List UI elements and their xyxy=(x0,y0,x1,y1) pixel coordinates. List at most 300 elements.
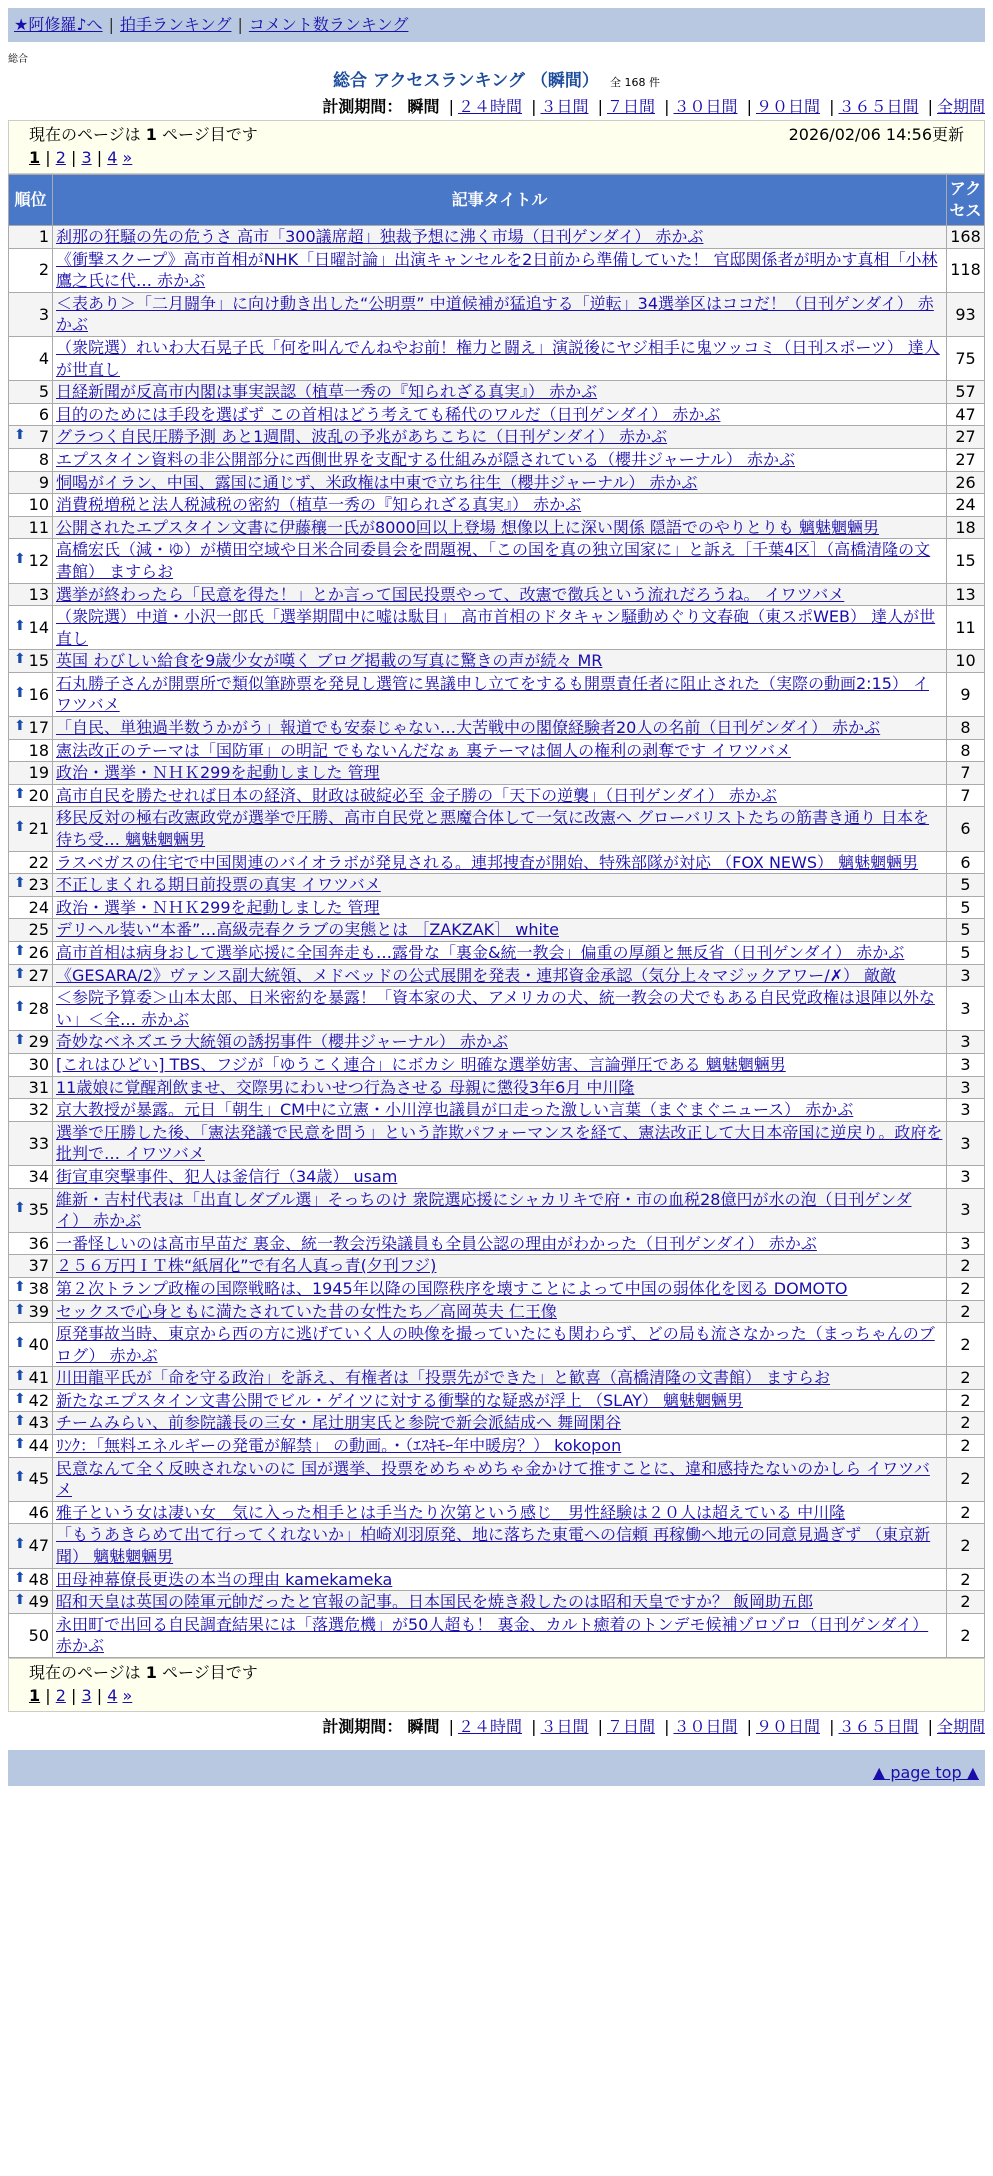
table-row xyxy=(9,516,985,539)
title-cell xyxy=(53,1367,947,1390)
rank-number: 15 xyxy=(28,651,49,671)
article-link[interactable]: 高市首相は病身おして選挙応援に全国奔走も…露骨な「裏金&統一教会」偏重の厚顔と無反省（日刊ゲンダイ） 赤かぶ xyxy=(56,943,905,962)
access-count: 2 xyxy=(947,1300,985,1323)
rank-cell xyxy=(9,1613,53,1657)
access-count: 2 xyxy=(947,1435,985,1458)
page-next-link[interactable]: » xyxy=(122,1686,133,1705)
article-link[interactable]: 憲法改正のテーマは「国防軍」の明記 でもないんだなぁ 裏テーマは個人の権利の剥奪です イワツバメ xyxy=(56,740,791,760)
title-cell xyxy=(53,919,947,942)
rank-number: 20 xyxy=(28,785,49,805)
article-link[interactable]: 選挙で圧勝した後、「憲法発議で民意を問う」という詐欺パフォーマンスを経て、憲法改正して大日本帝国に逆戻り。政府を批判で… イワツバメ xyxy=(56,1122,943,1164)
article-link[interactable]: 刹那の狂騒の先の危うさ 高市「300議席超」独裁予想に沸く市場（日刊ゲンダイ） 赤かぶ xyxy=(56,227,704,246)
title-cell xyxy=(53,426,947,449)
access-count: 168 xyxy=(947,226,985,249)
rank-cell xyxy=(9,1412,53,1435)
title-cell xyxy=(53,403,947,426)
period-link-3d[interactable]: ３日間 xyxy=(540,1717,589,1736)
article-link[interactable]: ２５６万円ＩＴ株“紙屑化”で有名人真っ青(夕刊フジ) xyxy=(56,1256,437,1276)
access-count: 3 xyxy=(947,1121,985,1165)
table-row xyxy=(9,606,985,650)
table-row xyxy=(9,1255,985,1278)
title-cell xyxy=(53,1300,947,1323)
period-selector-top: 計測期間： 瞬間 | ２４時間 | ３日間 | ７日間 | ３０日間 | ９０日間 | ３６５日間 | 全期間 xyxy=(322,97,985,116)
access-count: 2 xyxy=(947,1613,985,1657)
access-count: 2 xyxy=(947,1501,985,1524)
rank-number: 44 xyxy=(28,1436,49,1456)
rank-number: 27 xyxy=(28,965,49,985)
rank-number: 31 xyxy=(28,1077,49,1097)
up-arrow-icon: ⬆ xyxy=(14,1301,26,1318)
page-title: 総合 アクセスランキング （瞬間） xyxy=(333,71,599,91)
rank-number: 6 xyxy=(38,404,49,424)
page-link-3[interactable]: 3 xyxy=(81,148,92,167)
access-count: 118 xyxy=(947,248,985,292)
access-count: 2 xyxy=(947,1367,985,1390)
article-link[interactable]: ラスベガスの住宅で中国関連のバイオラボが発見される。連邦捜査が開始、特殊部隊が対応 （FOX NEWS） 魑魅魍魎男 xyxy=(56,852,919,872)
article-link[interactable]: 奇妙なベネズエラ大統領の誘拐事件（櫻井ジャーナル） 赤かぶ xyxy=(56,1032,508,1052)
article-link[interactable]: 高市自民を勝たせれば日本の経済、財政は破綻必至 金子勝の「天下の逆襲」（日刊ゲンダイ） 赤かぶ xyxy=(56,785,777,805)
rank-number: 2 xyxy=(38,260,49,280)
table-row xyxy=(9,739,985,762)
up-arrow-icon: ⬆ xyxy=(14,684,26,701)
rank-number: 42 xyxy=(28,1390,49,1410)
table-row xyxy=(9,1300,985,1323)
period-link-90d[interactable]: ９０日間 xyxy=(755,97,820,116)
nav-separator: | xyxy=(237,15,243,35)
table-row xyxy=(9,762,985,785)
table-row xyxy=(9,874,985,897)
title-cell xyxy=(53,1568,947,1591)
article-link[interactable]: グラつく自民圧勝予測 あと1週間、波乱の予兆があちこちに（日刊ゲンダイ） 赤かぶ xyxy=(56,427,668,447)
article-link[interactable]: 高橋宏氏（減・ゆ）が横田空域や日米合同委員会を問題視、「この国を真の独立国家に」と訴え［千葉4区］（高橋清隆の文書館） ますらお xyxy=(56,540,931,581)
top-navigation-bar xyxy=(8,8,985,42)
nav-separator: | xyxy=(108,15,114,35)
title-cell xyxy=(53,248,947,292)
table-row xyxy=(9,1277,985,1300)
period-link-all[interactable]: 全期間 xyxy=(936,97,985,116)
period-link-3d[interactable]: ３日間 xyxy=(540,97,589,116)
rank-cell xyxy=(9,1501,53,1524)
rank-cell xyxy=(9,403,53,426)
article-link[interactable]: 昭和天皇は英国の陸軍元帥だったと官報の記事。日本国民を焼き殺したのは昭和天皇ですか？ 飯岡助五郎 xyxy=(56,1592,814,1612)
article-link[interactable]: [これはひどい] TBS、フジが「ゆうこく連合」にボカシ 明確な選挙妨害、言論弾圧である 魑魅魍魎男 xyxy=(56,1054,786,1074)
article-link[interactable]: 選挙が終わったら「民意を得た！」とか言って国民投票やって、改憲で徴兵という流れだろうね。 イワツバメ xyxy=(56,584,845,604)
rank-cell xyxy=(9,1031,53,1054)
rank-number: 28 xyxy=(28,998,49,1018)
article-link[interactable]: ＜参院予算委＞山本太郎、日米密約を暴露！「資本家の犬、アメリカの犬、統一教会の犬でもある自民党政権は退陣以外ない」＜全… 赤かぶ xyxy=(56,988,935,1029)
table-row xyxy=(9,1232,985,1255)
article-link[interactable]: 京大教授が暴露。元日「朝生」CM中に立憲・小川淳也議員が口走った激しい言葉（まぐまぐニュース） 赤かぶ xyxy=(56,1100,854,1120)
rank-cell xyxy=(9,248,53,292)
rank-number: 35 xyxy=(28,1200,49,1220)
title-cell xyxy=(53,807,947,851)
table-row xyxy=(9,1457,985,1501)
access-count: 8 xyxy=(947,717,985,740)
access-count: 3 xyxy=(947,1099,985,1122)
article-link[interactable]: 政治・選挙・ＮＨＫ299を起動しました 管理 xyxy=(56,897,380,917)
title-cell xyxy=(53,1121,947,1165)
title-cell xyxy=(53,1323,947,1367)
up-arrow-icon: ⬆ xyxy=(14,1592,26,1609)
rank-cell xyxy=(9,1435,53,1458)
rank-number: 48 xyxy=(28,1569,49,1589)
page-link-2[interactable]: 2 xyxy=(55,1686,66,1705)
access-count: 8 xyxy=(947,739,985,762)
rank-number: 47 xyxy=(28,1536,49,1556)
title-cell xyxy=(53,1435,947,1458)
access-count: 93 xyxy=(947,292,985,336)
table-row xyxy=(9,987,985,1031)
article-link[interactable]: 11歳娘に覚醒剤飲ませ、交際男にわいせつ行為させる 母親に懲役3年6月 中川隆 xyxy=(56,1077,635,1097)
rank-cell xyxy=(9,672,53,716)
article-link[interactable]: 第２次トランプ政権の国際戦略は、1945年以降の国際秩序を壊すことによって中国の弱体化を図る DOMOTO xyxy=(56,1278,848,1298)
up-arrow-icon: ⬆ xyxy=(14,875,26,892)
title-cell xyxy=(53,1277,947,1300)
rank-number: 21 xyxy=(28,819,49,839)
title-cell xyxy=(53,1165,947,1188)
page-top-link[interactable]: ▲ page top ▲ xyxy=(872,1763,979,1783)
period-link-90d[interactable]: ９０日間 xyxy=(755,1717,820,1736)
rank-cell xyxy=(9,1568,53,1591)
up-arrow-icon: ⬆ xyxy=(14,1436,26,1453)
rank-number: 8 xyxy=(38,449,49,469)
rank-cell xyxy=(9,1255,53,1278)
title-cell xyxy=(53,987,947,1031)
table-row xyxy=(9,1053,985,1076)
access-count: 5 xyxy=(947,942,985,965)
rank-cell xyxy=(9,762,53,785)
rank-number: 36 xyxy=(28,1233,49,1253)
title-cell xyxy=(53,471,947,494)
rank-number: 9 xyxy=(38,472,49,492)
access-count: 18 xyxy=(947,516,985,539)
article-link[interactable]: 《GESARA/2》ヴァンス副大統領、メドベッドの公式展開を発表・連邦資金承認（気分上々マジックアワー/✗） 敵敵 xyxy=(56,965,897,985)
page-current: 1 xyxy=(29,148,41,167)
access-count: 5 xyxy=(947,874,985,897)
rank-cell xyxy=(9,516,53,539)
article-link[interactable]: エプスタイン資料の非公開部分に西側世界を支配する仕組みが隠されている（櫻井ジャーナル） 赤かぶ xyxy=(56,449,796,469)
article-link[interactable]: 街宣車突撃事件、犯人は釜信行（34歳） usam xyxy=(56,1166,398,1186)
rank-number: 13 xyxy=(28,584,49,604)
rank-cell xyxy=(9,583,53,606)
title-cell xyxy=(53,964,947,987)
article-link[interactable]: 英国 わびしい給食を9歳少女が嘆く ブログ掲載の写真に驚きの声が続々 MR xyxy=(56,651,603,671)
title-cell xyxy=(53,448,947,471)
article-link[interactable]: （衆院選）中道・小沢一郎氏「選挙期間中に嘘は駄目」 高市首相のドタキャン騒動めぐり文春砲（東スポWEB） 達人が世直し xyxy=(56,607,936,648)
article-link[interactable]: ﾘﾝｸ：「無料エネルギーの発電が解禁」 の動画。・（ｴｽｷﾓｰ年中暖房？） kokopon xyxy=(56,1436,622,1456)
article-link[interactable]: （衆院選）れいわ大石晃子氏「何を叫んでんねやお前！権力と闘え」演説後にヤジ相手に鬼ツッコミ（日刊スポーツ） 達人が世直し xyxy=(56,337,940,379)
period-link-all[interactable]: 全期間 xyxy=(936,1717,985,1736)
table-row xyxy=(9,336,985,380)
period-link-24h[interactable]: ２４時間 xyxy=(457,97,522,116)
access-count: 3 xyxy=(947,1076,985,1099)
article-link[interactable]: 雅子という女は凄い女＿気に入った相手とは手当たり次第という感じ＿男性経験は２０人は超えている 中川隆 xyxy=(56,1502,846,1522)
title-cell xyxy=(53,1232,947,1255)
rank-cell xyxy=(9,336,53,380)
rank-cell xyxy=(9,784,53,807)
article-link[interactable]: 目的のためには手段を選ばず この首相はどう考えても稀代のワルだ（日刊ゲンダイ） 赤かぶ xyxy=(56,404,721,424)
up-arrow-icon: ⬆ xyxy=(14,1536,26,1553)
rank-cell xyxy=(9,1277,53,1300)
article-link[interactable]: 新たなエプスタイン文書公開でビル・ゲイツに対する衝撃的な疑惑が浮上 （SLAY） 魑魅魍魎男 xyxy=(56,1390,744,1410)
rank-cell xyxy=(9,1300,53,1323)
rank-cell xyxy=(9,539,53,583)
rank-cell xyxy=(9,606,53,650)
rank-number: 3 xyxy=(38,304,49,324)
access-count: 27 xyxy=(947,448,985,471)
period-link-365d[interactable]: ３６５日間 xyxy=(838,1717,919,1736)
table-row xyxy=(9,1613,985,1657)
article-link[interactable]: セックスで心身ともに満たされていた昔の女性たち／高岡英夫 仁王像 xyxy=(56,1301,557,1321)
article-link[interactable]: デリヘル装い“本番”…高級売春クラブの実態とは ［ZAKZAK］ white xyxy=(56,920,560,940)
article-link[interactable]: 田母神幕僚長更迭の本当の理由 kamekameka xyxy=(56,1569,393,1589)
table-row xyxy=(9,1524,985,1568)
category-label: 総合 xyxy=(8,54,28,65)
rank-cell xyxy=(9,1524,53,1568)
rank-cell xyxy=(9,1053,53,1076)
pager-top xyxy=(8,120,985,174)
page-next-link[interactable]: » xyxy=(122,148,133,167)
period-link-24h[interactable]: ２４時間 xyxy=(457,1717,522,1736)
rank-number: 34 xyxy=(28,1166,49,1186)
page-current: 1 xyxy=(29,1686,41,1705)
up-arrow-icon: ⬆ xyxy=(14,998,26,1015)
rank-number: 45 xyxy=(28,1469,49,1489)
article-link[interactable]: チームみらい、前参院議長の三女・尾辻朋実氏と参院で新会派結成へ 舞岡閑谷 xyxy=(56,1413,622,1433)
title-cell xyxy=(53,739,947,762)
page-link-2[interactable]: 2 xyxy=(55,148,66,167)
article-link[interactable]: 移民反対の極右改憲政党が選挙で圧勝、高市自民党と悪魔合体して一気に改憲へ グローバリストたちの筋書き通り 日本を待ち受… 魑魅魍魎男 xyxy=(56,808,930,850)
page-status: 現在のページは 1 ページ目です xyxy=(29,1663,258,1683)
rank-cell xyxy=(9,426,53,449)
table-row xyxy=(9,426,985,449)
title-cell xyxy=(53,292,947,336)
up-arrow-icon: ⬆ xyxy=(14,1413,26,1430)
period-link-7d[interactable]: ７日間 xyxy=(606,97,655,116)
access-count: 3 xyxy=(947,1188,985,1232)
table-row xyxy=(9,807,985,851)
total-count: 全 168 件 xyxy=(609,76,660,89)
rank-cell xyxy=(9,448,53,471)
rank-number: 25 xyxy=(28,920,49,940)
access-count: 3 xyxy=(947,1165,985,1188)
rank-number: 32 xyxy=(28,1100,49,1120)
access-count: 5 xyxy=(947,919,985,942)
rank-number: 43 xyxy=(28,1413,49,1433)
table-row xyxy=(9,248,985,292)
up-arrow-icon: ⬆ xyxy=(14,718,26,735)
rank-cell xyxy=(9,807,53,851)
title-cell xyxy=(53,874,947,897)
rank-number: 22 xyxy=(28,852,49,872)
access-count: 7 xyxy=(947,784,985,807)
table-row xyxy=(9,1412,985,1435)
title-cell xyxy=(53,896,947,919)
article-link[interactable]: 原発事故当時、東京から西の方に逃げていく人の映像を撮っていたにも関わらず、どの局も流さなかった（まっちゃんのブログ） 赤かぶ xyxy=(56,1324,935,1365)
update-timestamp: 2026/02/06 14:56更新 xyxy=(788,125,964,145)
rank-cell xyxy=(9,739,53,762)
period-link-7d[interactable]: ７日間 xyxy=(606,1717,655,1736)
title-cell xyxy=(53,1031,947,1054)
rank-number: 11 xyxy=(28,517,49,537)
rank-number: 17 xyxy=(28,718,49,738)
table-row xyxy=(9,784,985,807)
rank-number: 10 xyxy=(28,495,49,515)
rank-number: 29 xyxy=(28,1032,49,1052)
table-row xyxy=(9,851,985,874)
period-link-30d[interactable]: ３０日間 xyxy=(673,97,738,116)
up-arrow-icon: ⬆ xyxy=(14,551,26,568)
access-count: 3 xyxy=(947,1232,985,1255)
title-cell xyxy=(53,942,947,965)
period-label: 計測期間： xyxy=(322,97,403,116)
article-link[interactable]: 政治・選挙・ＮＨＫ299を起動しました 管理 xyxy=(56,763,380,783)
rank-cell xyxy=(9,1099,53,1122)
article-link[interactable]: 不正しまくれる期日前投票の真実 イワツバメ xyxy=(56,875,381,895)
table-row xyxy=(9,292,985,336)
table-row xyxy=(9,1367,985,1390)
rank-number: 37 xyxy=(28,1256,49,1276)
rank-cell xyxy=(9,1591,53,1614)
rank-number: 49 xyxy=(28,1592,49,1612)
table-row xyxy=(9,1591,985,1614)
article-link[interactable]: 川田龍平氏が「命を守る政治」を訴え、有権者は「投票先ができた」と歓喜（高橋清隆の文書館） ますらお xyxy=(56,1368,831,1388)
up-arrow-icon: ⬆ xyxy=(14,1469,26,1486)
rank-cell xyxy=(9,874,53,897)
title-cell xyxy=(53,226,947,249)
title-cell xyxy=(53,1591,947,1614)
rank-number: 18 xyxy=(28,740,49,760)
rank-cell xyxy=(9,896,53,919)
title-cell xyxy=(53,851,947,874)
up-arrow-icon: ⬆ xyxy=(14,1368,26,1385)
article-link[interactable]: ＜表あり＞「二月闘争」に向け動き出した“公明票” 中道候補が猛追する「逆転」34選挙区はココだ！（日刊ゲンダイ） 赤かぶ xyxy=(56,293,934,335)
title-cell xyxy=(53,1389,947,1412)
article-link[interactable]: 永田町で出回る自民調査結果には「落選危機」が50人超も！ 裏金、カルト癒着のトンデモ候補ゾロゾロ（日刊ゲンダイ） 赤かぶ xyxy=(56,1614,929,1656)
table-row xyxy=(9,494,985,517)
article-link[interactable]: 石丸勝子さんが開票所で類似筆跡票を発見し選管に異議申し立てをするも開票責任者に阻止された（実際の動画2:15） イワツバメ xyxy=(56,673,930,715)
clap-ranking-link[interactable]: 拍手ランキング xyxy=(119,15,232,35)
access-count: 75 xyxy=(947,336,985,380)
table-row xyxy=(9,1568,985,1591)
title-cell xyxy=(53,1457,947,1501)
article-link[interactable]: 恫喝がイラン、中国、露国に通じず、米政権は中東で立ち往生（櫻井ジャーナル） 赤かぶ xyxy=(56,472,698,492)
table-row xyxy=(9,1121,985,1165)
title-cell xyxy=(53,784,947,807)
up-arrow-icon: ⬆ xyxy=(14,617,26,634)
rank-number: 7 xyxy=(38,427,49,447)
title-cell xyxy=(53,1076,947,1099)
table-row xyxy=(9,896,985,919)
table-row xyxy=(9,226,985,249)
table-row xyxy=(9,448,985,471)
up-arrow-icon: ⬆ xyxy=(14,943,26,959)
rank-cell xyxy=(9,494,53,517)
article-link[interactable]: 「自民、単独過半数うかがう」報道でも安泰じゃない…大苦戦中の閣僚経験者20人の名前（日刊ゲンダイ） 赤かぶ xyxy=(56,718,881,738)
period-link-365d[interactable]: ３６５日間 xyxy=(838,97,919,116)
rank-number: 23 xyxy=(28,875,49,895)
access-count: 57 xyxy=(947,381,985,404)
rank-cell xyxy=(9,292,53,336)
table-row xyxy=(9,1389,985,1412)
page-link-4[interactable]: 4 xyxy=(107,148,118,167)
rank-cell xyxy=(9,987,53,1031)
access-count: 2 xyxy=(947,1457,985,1501)
rank-cell xyxy=(9,942,53,965)
table-row xyxy=(9,919,985,942)
access-count: 2 xyxy=(947,1277,985,1300)
table-row xyxy=(9,403,985,426)
title-cell xyxy=(53,762,947,785)
rank-number: 19 xyxy=(28,763,49,783)
article-link[interactable]: 「もうあきらめて出て行ってくれないか」柏崎刈羽原発、地に落ちた東電への信頼 再稼働へ地元の同意見過ぎず （東京新聞） 魑魅魍魎男 xyxy=(56,1525,931,1567)
title-cell xyxy=(53,672,947,716)
title-cell xyxy=(53,1255,947,1278)
title-cell xyxy=(53,336,947,380)
article-link[interactable]: 一番怪しいのは高市早苗だ 裏金、統一教会汚染議員も全員公認の理由がわかった（日刊ゲンダイ） 赤かぶ xyxy=(56,1233,817,1253)
title-cell xyxy=(53,1188,947,1232)
access-count: 10 xyxy=(947,650,985,673)
article-link[interactable]: 維新・吉村代表は「出直しダブル選」そっちのけ 衆院選応援にシャカリキで府・市の血税28億円が水の泡（日刊ゲンダイ） 赤かぶ xyxy=(56,1189,912,1231)
up-arrow-icon: ⬆ xyxy=(14,427,26,444)
access-count: 13 xyxy=(947,583,985,606)
period-link-30d[interactable]: ３０日間 xyxy=(673,1717,738,1736)
rank-cell xyxy=(9,1367,53,1390)
title-cell xyxy=(53,1524,947,1568)
rank-cell xyxy=(9,1076,53,1099)
rank-cell xyxy=(9,471,53,494)
rank-number: 12 xyxy=(28,551,49,571)
up-arrow-icon: ⬆ xyxy=(14,1278,26,1295)
up-arrow-icon: ⬆ xyxy=(14,1200,26,1217)
table-row xyxy=(9,471,985,494)
rank-number: 40 xyxy=(28,1334,49,1354)
page-link-4[interactable]: 4 xyxy=(107,1686,118,1705)
access-count: 27 xyxy=(947,426,985,449)
rank-number: 30 xyxy=(28,1054,49,1074)
rank-number: 24 xyxy=(28,897,49,917)
article-link[interactable]: 消費税増税と法人税減税の密約（植草一秀の『知られざる真実』） 赤かぶ xyxy=(56,495,582,515)
article-link[interactable]: 民意なんて全く反映されないのに 国が選挙、投票をめちゃめちゃ金かけて推すことに、違和感持たないのかしら イワツバメ xyxy=(56,1458,930,1500)
access-count: 6 xyxy=(947,851,985,874)
home-link[interactable]: ★阿修羅♪へ xyxy=(14,15,103,35)
rank-cell xyxy=(9,226,53,249)
up-arrow-icon: ⬆ xyxy=(14,1032,26,1049)
access-count: 24 xyxy=(947,494,985,517)
period-selector-bottom: 計測期間： 瞬間 | ２４時間 | ３日間 | ７日間 | ３０日間 | ９０日間 | ３６５日間 | 全期間 xyxy=(322,1717,985,1736)
up-arrow-icon: ⬆ xyxy=(14,1390,26,1407)
table-row xyxy=(9,1076,985,1099)
table-row xyxy=(9,1435,985,1458)
table-row xyxy=(9,964,985,987)
rank-number: 46 xyxy=(28,1502,49,1522)
page-link-3[interactable]: 3 xyxy=(81,1686,92,1705)
article-link[interactable]: 公開されたエプスタイン文書に伊藤穰一氏が8000回以上登場 想像以上に深い関係 隠語でのやりとりも 魑魅魍魎男 xyxy=(56,517,880,537)
article-link[interactable]: 日経新聞が反高市内閣は事実誤認（植草一秀の『知られざる真実』） 赤かぶ xyxy=(56,382,598,402)
rank-cell xyxy=(9,1188,53,1232)
title-cell xyxy=(53,1412,947,1435)
access-count: 11 xyxy=(947,606,985,650)
title-header: 記事タイトル xyxy=(53,175,947,226)
comment-ranking-link[interactable]: コメント数ランキング xyxy=(248,15,409,35)
ranking-rows xyxy=(9,226,985,1658)
article-link[interactable]: 《衝撃スクープ》高市首相がNHK「日曜討論」出演キャンセルを2日前から準備していた！ 官邸関係者が明かす真相「小林鷹之氏に代… 赤かぶ xyxy=(56,249,938,291)
period-label: 計測期間： xyxy=(322,1717,403,1736)
table-row xyxy=(9,672,985,716)
title-cell xyxy=(53,539,947,583)
title-cell xyxy=(53,1613,947,1657)
rank-number: 26 xyxy=(28,943,49,962)
